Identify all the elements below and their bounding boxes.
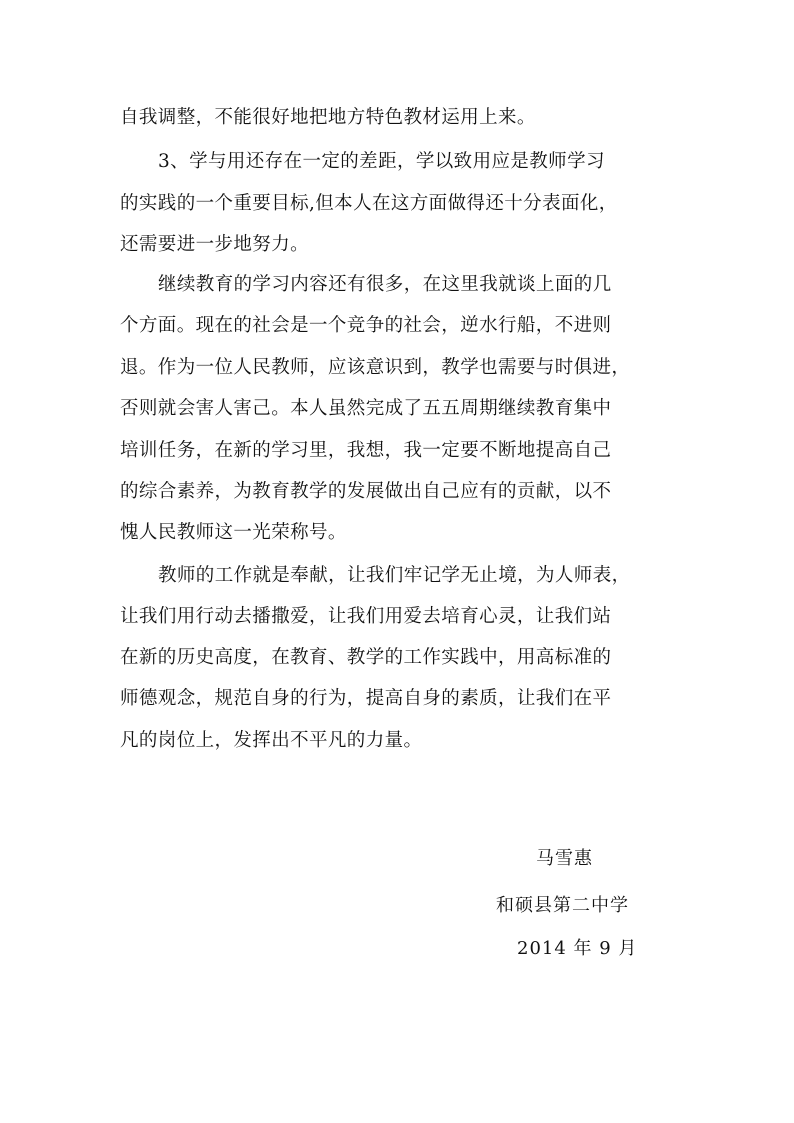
signature-school: 和硕县第二中学 <box>496 895 629 916</box>
signature-date: 2014 年 9 月 <box>517 938 638 959</box>
paragraph-line: 3、学与用还存在一定的差距，学以致用应是教师学习 <box>158 151 605 172</box>
paragraph-line: 在新的历史高度，在教育、教学的工作实践中，用高标准的 <box>120 647 612 668</box>
paragraph-line: 师德观念，规范自身的行为，提高自身的素质，让我们在平 <box>120 688 612 709</box>
paragraph-line: 自我调整，不能很好地把地方特色教材运用上来。 <box>120 107 536 128</box>
paragraph-line: 教师的工作就是奉献，让我们牢记学无止境，为人师表， <box>158 565 631 586</box>
paragraph-line: 个方面。现在的社会是一个竞争的社会，逆水行船，不进则 <box>120 315 612 336</box>
paragraph-line: 继续教育的学习内容还有很多，在这里我就谈上面的几 <box>158 274 612 295</box>
paragraph-line: 否则就会害人害己。本人虽然完成了五五周期继续教育集中 <box>120 398 612 419</box>
paragraph-line: 培训任务，在新的学习里，我想，我一定要不断地提高自己 <box>120 440 612 461</box>
paragraph-line: 凡的岗位上，发挥出不平凡的力量。 <box>120 730 423 751</box>
paragraph-line: 还需要进一步地努力。 <box>120 234 310 255</box>
paragraph-line: 愧人民教师这一光荣称号。 <box>120 522 347 543</box>
paragraph-line: 的综合素养，为教育教学的发展做出自己应有的贡献，以不 <box>120 481 612 502</box>
paragraph-line: 退。作为一位人民教师，应该意识到，教学也需要与时俱进， <box>120 357 631 378</box>
paragraph-line: 的实践的一个重要目标,但本人在这方面做得还十分表面化， <box>120 193 618 214</box>
paragraph-line: 让我们用行动去播撒爱，让我们用爱去培育心灵，让我们站 <box>120 606 612 627</box>
signature-name: 马雪惠 <box>536 848 593 869</box>
